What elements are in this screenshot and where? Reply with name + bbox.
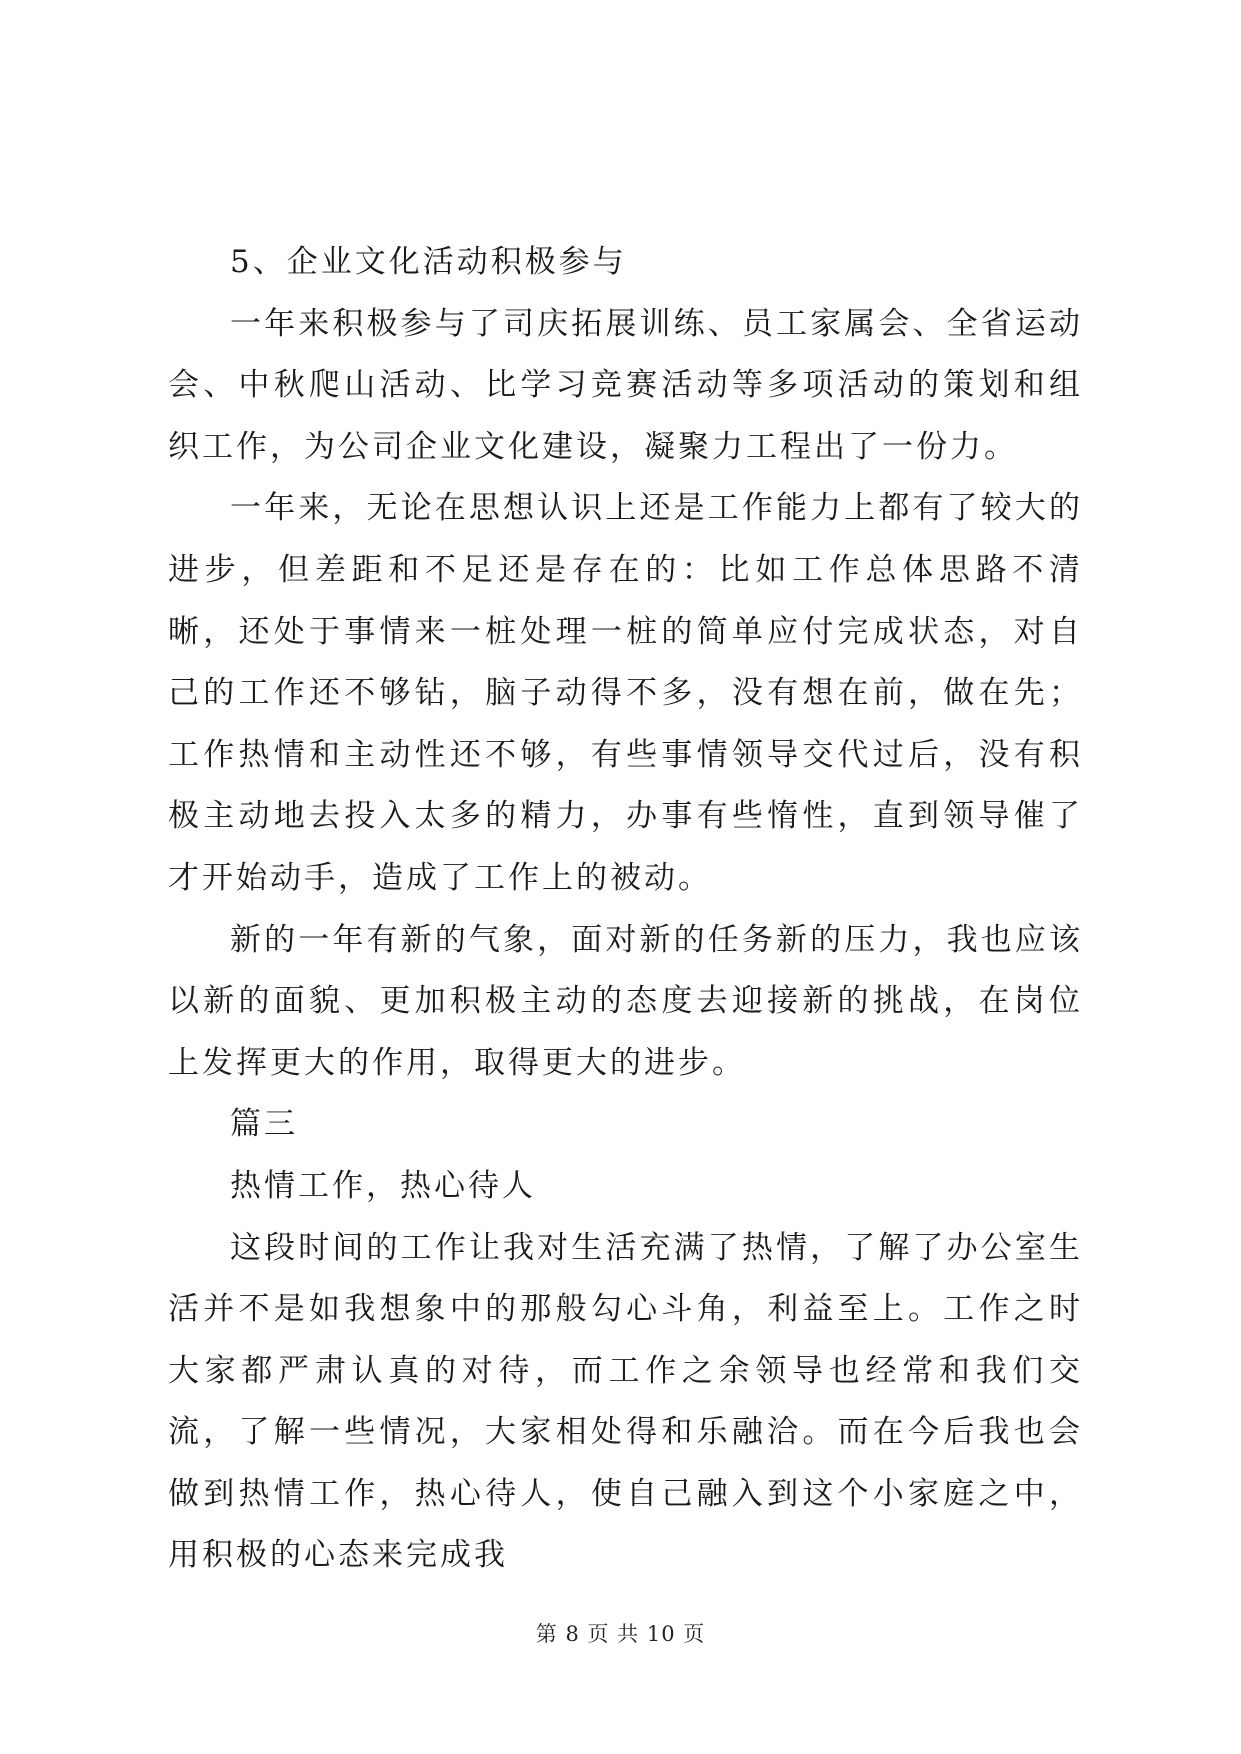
paragraph-self-review: 一年来，无论在思想认识上还是工作能力上都有了较大的进步，但差距和不足还是存在的：比如工作总体思路不清晰，还处于事情来一桩处理一桩的简单应付完成状态，对自己的工作还不够钻，脑子动得不多，没有想在前，做在先；工作热情和主动性还不够，有些事情领导交代过后，没有积极主动地去投入太多的精力，办事有些惰性，直到领导催了才开始动手，造成了工作上的被动。 — [168, 490, 1083, 896]
section-heading-part-three: 篇三 — [230, 1106, 298, 1143]
document-body — [168, 232, 1083, 1587]
paragraph-activities: 一年来积极参与了司庆拓展训练、员工家属会、全省运动会、中秋爬山活动、比学习竞赛活动等多项活动的策划和组织工作，为公司企业文化建设，凝聚力工程出了一份力。 — [168, 305, 1083, 465]
page-number-footer: 第 8 页 共 10 页 — [535, 1622, 706, 1646]
paragraph-new-year: 新的一年有新的气象，面对新的任务新的压力，我也应该以新的面貌、更加积极主动的态度去迎接新的挑战，在岗位上发挥更大的作用，取得更大的进步。 — [168, 921, 1083, 1081]
paragraph-office-life: 这段时间的工作让我对生活充满了热情，了解了办公室生活并不是如我想象中的那般勾心斗角，利益至上。工作之时大家都严肃认真的对待，而工作之余领导也经常和我们交流，了解一些情况，大家相处得和乐融洽。而在今后我也会做到热情工作，热心待人，使自己融入到这个小家庭之中，用积极的心态来完成我 — [168, 1229, 1083, 1574]
section-heading-culture: 5、企业文化活动积极参与 — [230, 244, 627, 280]
section-subheading-enthusiasm: 热情工作，热心待人 — [230, 1167, 536, 1204]
